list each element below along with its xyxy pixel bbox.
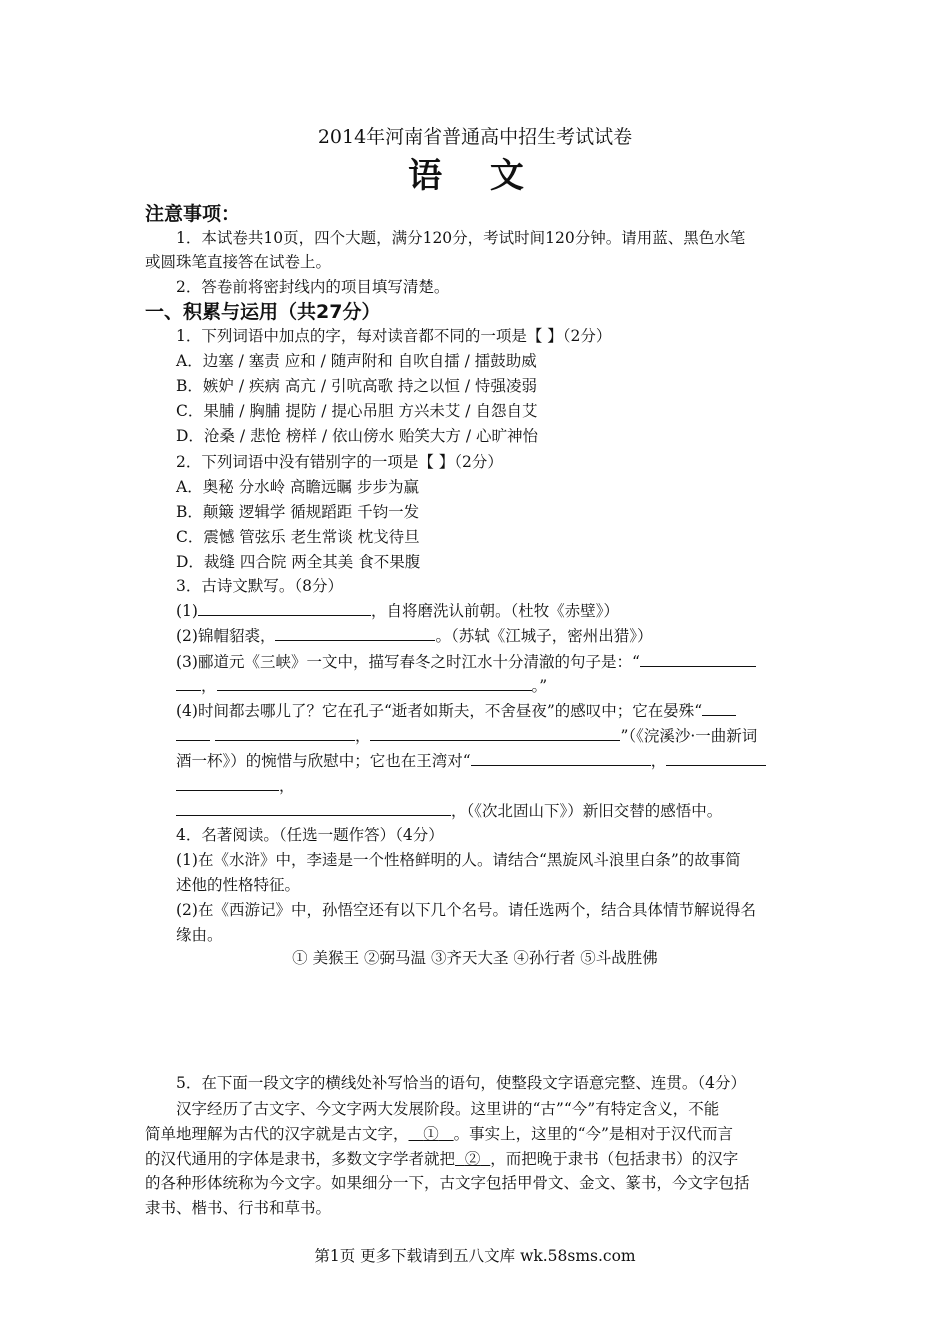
q1-option-c: C．果脯 / 胸脯 提防 / 提心吊胆 方兴未艾 / 自怨自艾 (176, 402, 538, 420)
q3-part-3 (176, 650, 756, 674)
q5-line-3-text-b: ，而把晚于隶书（包括隶书）的汉字 (490, 1150, 739, 1168)
q2-option-b: B．颠簸 逻辑学 循规蹈距 千钧一发 (176, 503, 420, 521)
q3-part-1-text: ，自将磨洗认前朝。（杜牧《赤壁》） (370, 602, 619, 620)
answer-blank[interactable] (176, 724, 210, 741)
subject-title: 语 文 (408, 156, 542, 196)
q5-line-2-text-b: 。事实上，这里的“今”是相对于汉代而言 (453, 1125, 733, 1143)
exam-title: 2014年河南省普通高中招生考试试卷 (317, 126, 633, 148)
q5-para-line-1: 汉字经历了古文字、今文字两大发展阶段。这里讲的“古”“今”有特定含义，不能 (176, 1100, 720, 1118)
q4-part-1-cont: 述他的性格特征。 (176, 876, 301, 894)
q3-part-2-text-a: (2)锦帽貂裘， (176, 627, 276, 645)
q3-part-3-comma: ， (201, 677, 217, 695)
notice-heading: 注意事项： (145, 203, 241, 225)
q5-line-3-text-a: 的汉代通用的字体是隶书，多数文字学者就把 (145, 1150, 456, 1168)
q3-part-3-end: 。” (531, 677, 548, 695)
q1-option-b: B．嫉妒 / 疾病 高亢 / 引吭高歌 持之以恒 / 恃强凌弱 (176, 377, 537, 395)
q2-stem: 2．下列词语中没有错别字的一项是【 】（2分） (176, 453, 503, 471)
q2-option-c: C．震憾 管弦乐 老生常谈 枕戈待旦 (176, 528, 420, 546)
q3-part-1 (176, 599, 619, 623)
q3-part-4-text-d: ， (279, 777, 295, 795)
q4-name-list: ① 美猴王 ②弼马温 ③齐天大圣 ④孙行者 ⑤斗战胜佛 (292, 949, 658, 967)
q1-option-d: D．沧桑 / 悲怆 榜样 / 依山傍水 贻笑大方 / 心旷神怡 (176, 427, 539, 445)
q5-para-line-2 (145, 1122, 733, 1146)
notice-item-1: 1．本试卷共10页，四个大题，满分120分，考试时间120分钟。请用蓝、黑色水笔 (176, 229, 746, 247)
q5-para-line-3 (145, 1147, 738, 1171)
q1-stem: 1．下列词语中加点的字，每对读音都不同的一项是【 】（2分） (176, 327, 612, 345)
page-footer: 第1页 更多下载请到五八文库 wk.58sms.com (314, 1247, 636, 1265)
q3-part-4-text-b: ”（《浣溪沙·一曲新词 (620, 727, 758, 745)
q3-part-4-comma: ， (650, 752, 667, 770)
q3-part-4-line-3 (176, 749, 766, 773)
q3-part-4-text-e: ，（《次北固山下》）新旧交替的感悟中。 (451, 802, 723, 820)
q5-blank-2-label: ② (464, 1150, 481, 1168)
answer-blank[interactable] (176, 799, 451, 816)
answer-blank[interactable] (215, 724, 355, 741)
q3-part-2 (176, 624, 652, 648)
q4-part-2-cont: 缘由。 (176, 926, 223, 944)
answer-blank[interactable] (275, 624, 435, 641)
q3-part-4-line-2: ， ”（《浣溪沙·一曲新词 (176, 724, 757, 748)
q5-stem: 5．在下面一段文字的横线处补写恰当的语句，使整段文字语意完整、连贯。（4分） (176, 1074, 746, 1092)
q3-part-4-line-4 (176, 774, 295, 798)
q3-part-4-text-a: (4)时间都去哪儿了？它在孔子“逝者如斯夫，不舍昼夜”的感叹中；它在晏殊“ (176, 702, 703, 720)
q4-stem: 4．名著阅读。（任选一题作答）（4分） (176, 826, 444, 844)
answer-blank[interactable] (640, 650, 756, 667)
q1-option-a: A．边塞 / 塞责 应和 / 随声附和 自吹自擂 / 擂鼓助威 (176, 352, 537, 370)
q5-line-2-text-a: 简单地理解为古代的汉字就是古文字， (145, 1125, 409, 1143)
q3-part-3-text: (3)郦道元《三峡》一文中，描写春冬之时江水十分清澈的句子是：“ (176, 653, 640, 671)
q2-option-d: D．裁缝 四合院 两全其美 食不果腹 (176, 553, 421, 571)
answer-blank[interactable] (471, 749, 651, 766)
q3-part-1-label: (1) (176, 602, 198, 620)
q5-para-line-4: 的各种形体统称为今文字。如果细分一下，古文字包括甲骨文、金文、篆书，今文字包括 (145, 1174, 750, 1192)
q3-part-3-cont (176, 674, 547, 698)
notice-item-1-cont: 或圆珠笔直接答在试卷上。 (145, 253, 332, 271)
answer-blank[interactable] (702, 699, 736, 716)
q5-para-line-5: 隶书、楷书、行书和草书。 (145, 1199, 332, 1217)
q3-stem: 3．古诗文默写。（8分） (176, 577, 343, 595)
notice-item-2: 2．答卷前将密封线内的项目填写清楚。 (176, 278, 450, 296)
answer-blank[interactable] (217, 674, 532, 691)
section-1-heading: 一、积累与运用（共27分） (145, 301, 381, 323)
answer-blank[interactable] (176, 674, 201, 691)
q3-part-4-line-5 (176, 799, 722, 823)
q3-part-4-text-c: 酒一杯》）的惋惜与欣慰中；它也在王湾对“ (176, 752, 471, 770)
q5-blank-1[interactable] (409, 1125, 454, 1143)
q3-part-2-text-b: 。（苏轼《江城子，密州出猎》） (435, 627, 653, 645)
q3-part-4 (176, 699, 736, 723)
answer-blank[interactable] (666, 749, 766, 766)
answer-blank[interactable] (198, 599, 371, 616)
answer-blank[interactable] (370, 724, 620, 741)
q4-part-1: (1)在《水浒》中，李逵是一个性格鲜明的人。请结合“黑旋风斗浪里白条”的故事简 (176, 851, 741, 869)
answer-blank[interactable] (176, 774, 279, 791)
q5-blank-2[interactable] (455, 1150, 490, 1168)
q5-blank-1-label: ① (423, 1125, 439, 1143)
q2-option-a: A．奥秘 分水岭 高瞻远瞩 步步为赢 (176, 478, 419, 496)
q4-part-2: (2)在《西游记》中，孙悟空还有以下几个名号。请任选两个，结合具体情节解说得名 (176, 901, 756, 919)
